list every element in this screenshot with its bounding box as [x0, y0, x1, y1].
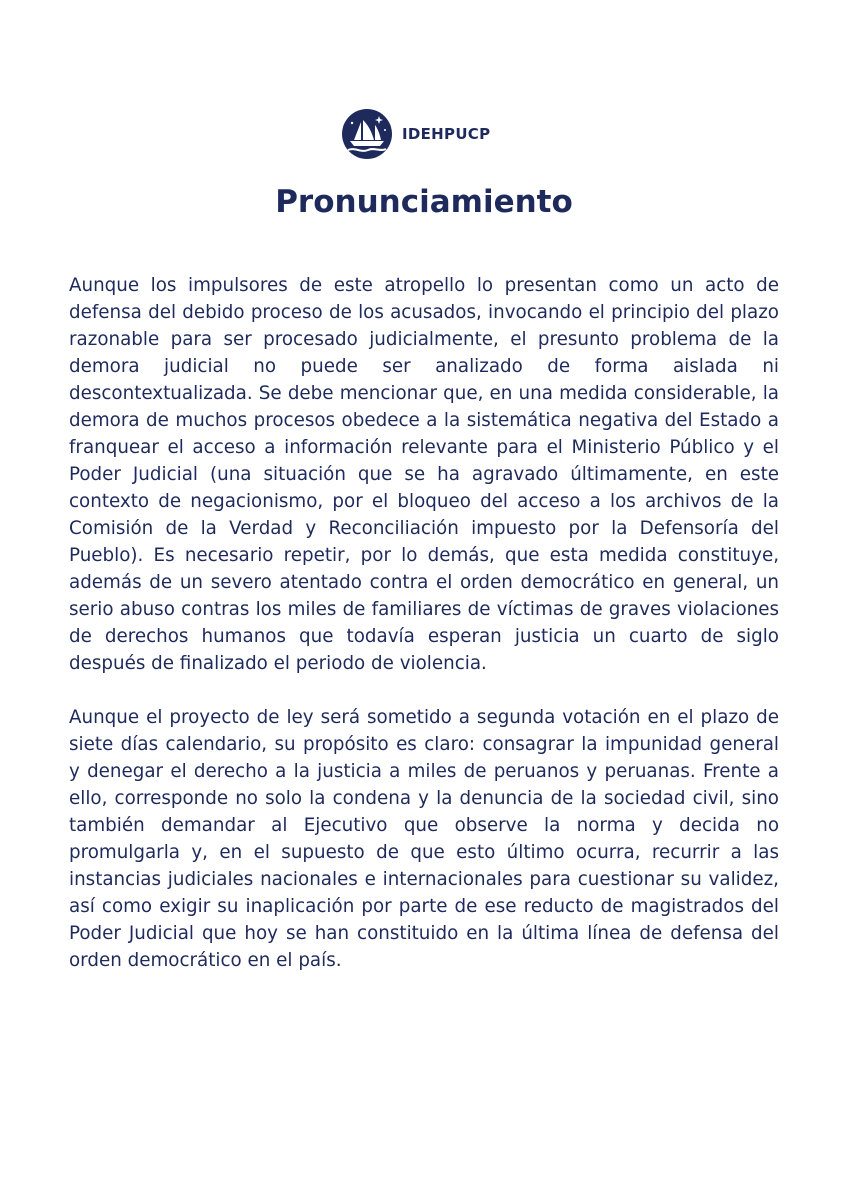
- body-text: [69, 272, 779, 1001]
- idehpucp-logo: [341, 108, 490, 160]
- ship-emblem-icon: [341, 108, 393, 160]
- page-title: Pronunciamiento: [275, 184, 573, 220]
- logo-text: IDEHPUCP: [402, 125, 491, 143]
- paragraph-2: Aunque el proyecto de ley será sometido a segunda votación en el plazo de siete días calendario, su propósito es claro: consagrar la impunidad general y denegar el derecho a la justicia a miles de peruanos y peruanas. Frente a ello, corresponde no solo la condena y la denuncia de la sociedad civil, sino también demandar al Ejecutivo que observe la norma y decida no promulgarla y, en el supuesto de que esto último ocurra, recurrir a las instancias judiciales nacionales e internacionales para cuestionar su validez, así como exigir su inaplicación por parte de ese reducto de magistrados del Poder Judicial que hoy se han constituido en la última línea de defensa del orden democrático en el país.: [69, 707, 779, 971]
- paragraph-1: Aunque los impulsores de este atropello lo presentan como un acto de defensa del debido proceso de los acusados, invocando el principio del plazo razonable para ser procesado judicialmente, el presunto problema de la demora judicial no puede ser analizado de forma aislada ni descontextualizada. Se debe mencionar que, en una medida considerable, la demora de muchos procesos obedece a la sistemática negativa del Estado a franquear el acceso a información relevante para el Ministerio Público y el Poder Judicial (una situación que se ha agravado últimamente, en este contexto de negacionismo, por el bloqueo del acceso a los archivos de la Comisión de la Verdad y Reconciliación impuesto por la Defensoría del Pueblo). Es necesario repetir, por lo demás, que esta medida constituye, además de un severo atentado contra el orden democrático en general, un serio abuso contras los miles de familiares de víctimas de graves violaciones de derechos humanos que todavía esperan justicia un cuarto de siglo después de finalizado el periodo de violencia.: [69, 275, 779, 674]
